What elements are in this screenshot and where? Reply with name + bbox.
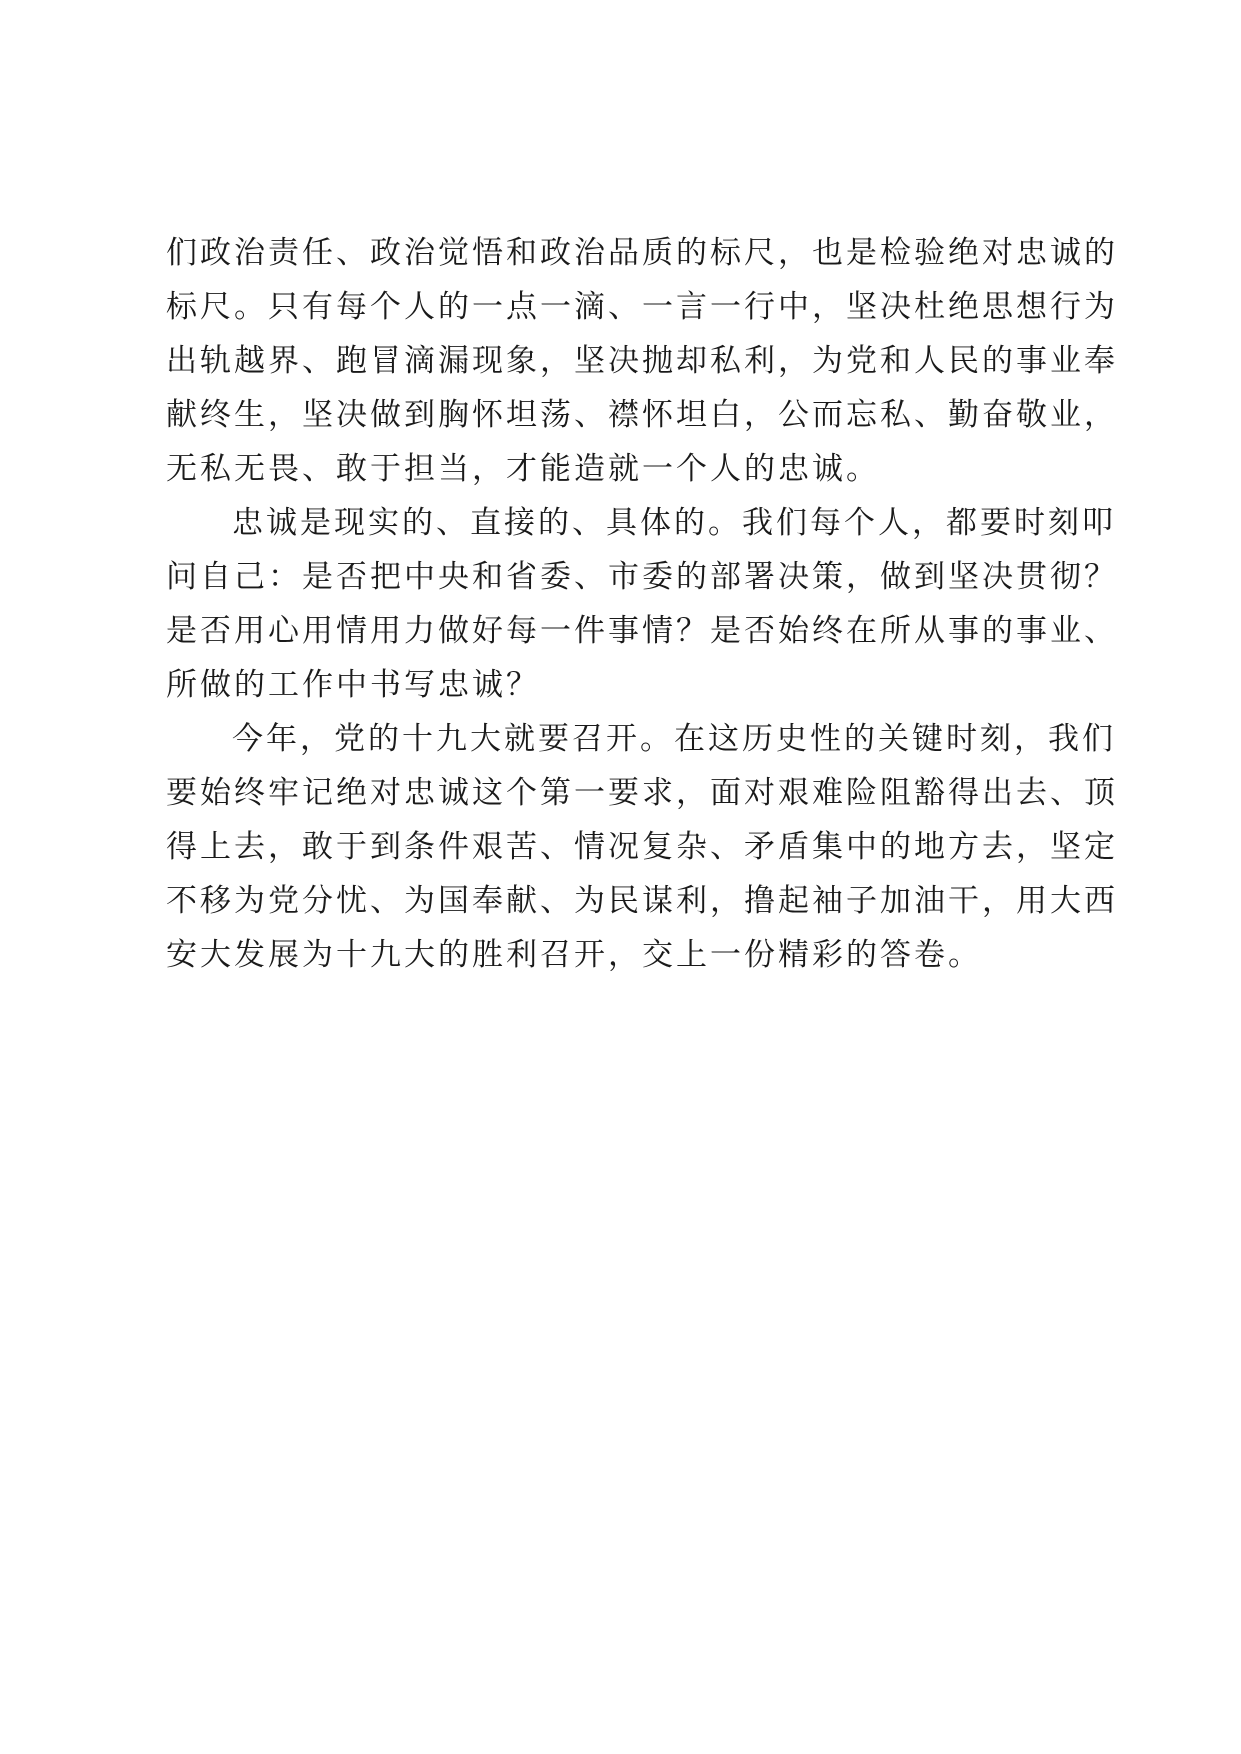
text-line: 安大发展为十九大的胜利召开，交上一份精彩的答卷。 xyxy=(166,937,982,973)
text-line: 今年，党的十九大就要召开。在这历史性的关键时刻，我们 xyxy=(232,721,1116,757)
text-line: 问自己：是否把中央和省委、市委的部署决策，做到坚决贯彻？ xyxy=(166,559,1118,595)
text-line: 要始终牢记绝对忠诚这个第一要求，面对艰难险阻豁得出去、顶 xyxy=(166,775,1118,811)
text-line: 出轨越界、跑冒滴漏现象，坚决抛却私利，为党和人民的事业奉 xyxy=(166,343,1118,379)
body-text xyxy=(166,226,1118,982)
text-line: 所做的工作中书写忠诚？ xyxy=(166,667,540,703)
text-line: 是否用心用情用力做好每一件事情？是否始终在所从事的事业、 xyxy=(166,613,1118,649)
paragraph-1 xyxy=(166,226,1118,496)
paragraph-3 xyxy=(166,712,1118,982)
text-line: 们政治责任、政治觉悟和政治品质的标尺，也是检验绝对忠诚的 xyxy=(166,235,1118,271)
text-line: 忠诚是现实的、直接的、具体的。我们每个人，都要时刻叩 xyxy=(232,505,1116,541)
paragraph-2 xyxy=(166,496,1118,712)
text-line: 无私无畏、敢于担当，才能造就一个人的忠诚。 xyxy=(166,451,880,487)
text-line: 不移为党分忧、为国奉献、为民谋利，撸起袖子加油干，用大西 xyxy=(166,883,1118,919)
text-line: 献终生，坚决做到胸怀坦荡、襟怀坦白，公而忘私、勤奋敬业， xyxy=(166,397,1118,433)
text-line: 得上去，敢于到条件艰苦、情况复杂、矛盾集中的地方去，坚定 xyxy=(166,829,1118,865)
text-line: 标尺。只有每个人的一点一滴、一言一行中，坚决杜绝思想行为 xyxy=(166,289,1118,325)
